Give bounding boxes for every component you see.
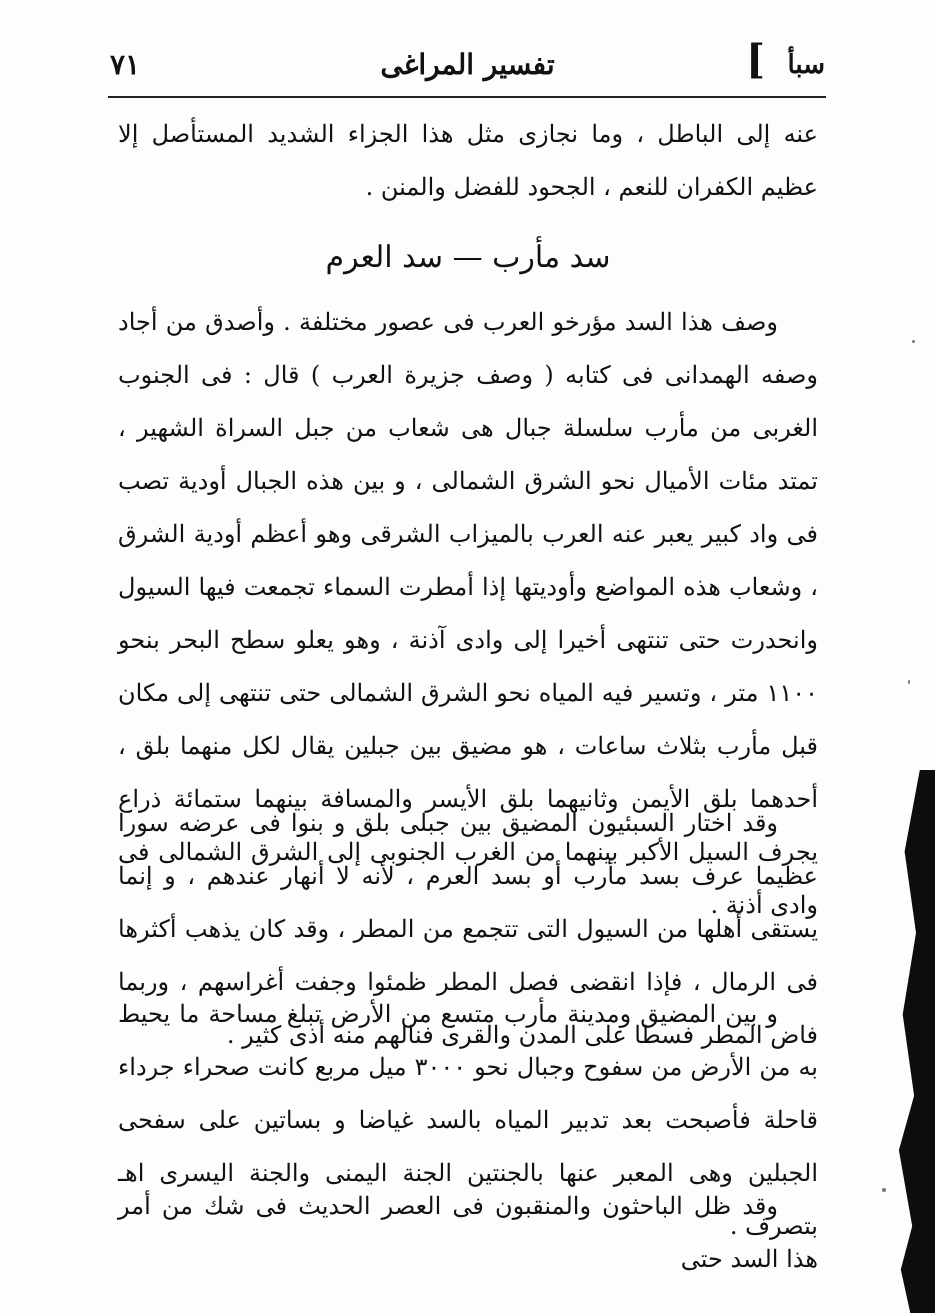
intro-paragraph-text: عنه إلى الباطل ، وما نجازى مثل هذا الجزاء الشديد المستأصل إلا عظيم الكفران للنعم ، الجحود للفضل والمنن . — [118, 120, 818, 201]
book-title: تفسير المراغى — [380, 48, 555, 81]
paragraph-4 — [118, 1180, 818, 1286]
paragraph-1-text: وصف هذا السد مؤرخو العرب فى عصور مختلفة . وأصدق من أجاد وصفه الهمدانى فى كتابه ( وصف جزيرة العرب ) قال : فى الجنوب الغربى من مأرب سلسلة جبال هى شعاب من جبل السراة الشهير ، تمتد مئات الأميال نحو الشرق الشمالى ، و بين هذه الجبال أودية تصب فى واد كبير يعبر عنه العرب بالميزاب الشرقى وهو أعظم أودية الشرق ، وشعاب هذه المواضع وأوديتها إذا أمطرت السماء تجمعت فيها السيول وانحدرت حتى تنتهى أخيرا إلى وادى آذنة ، وهو يعلو سطح البحر بنحو ١١٠٠ متر ، وتسير فيه المياه نحو الشرق الشمالى حتى تنتهى إلى مكان قبل مأرب بثلاث ساعات ، هو مضيق بين جبلين يقال لكل منهما بلق ، أحدهما بلق الأيمن وثانيهما بلق الأيسر والمسافة بينهما ستمائة ذراع يجرف السيل الأكبر بينهما من الغرب الجنوبى إلى الشرق الشمالى فى وادى أذنة . — [118, 308, 819, 919]
header-bracket: ] — [746, 36, 765, 83]
paragraph-4-text: وقد ظل الباحثون والمنقبون فى العصر الحديث فى شك من أمر هذا السد حتى — [118, 1192, 818, 1273]
intro-paragraph — [118, 108, 818, 214]
header-rule — [108, 96, 826, 98]
section-heading: سد مأرب — سد العرم — [325, 240, 611, 275]
paragraph-2-text: وقد اختار السبئيون المضيق بين جبلى بلق و بنوا فى عرضه سورا عظيما عرف بسد مأرب أو بسد العرم ، لأنه لا أنهار عندهم ، و إنما يستقى أهلها من السيول التى تتجمع من المطر ، وقد كان يذهب أكثرها فى الرمال ، فإذا انقضى فصل المطر ظمئوا وجفت أغراسهم ، وربما فاض المطر فسطا على المدن والقرى فنالهم منه أذى كثير . — [118, 809, 818, 1049]
scan-speck — [908, 680, 910, 684]
scan-speck — [912, 340, 915, 343]
torn-margin-shadow — [897, 770, 935, 1313]
page-number: ٧١ — [110, 48, 141, 81]
running-header — [110, 36, 825, 92]
sura-name: سبأ — [787, 50, 825, 80]
paragraph-3-text: و بين المضيق ومدينة مأرب متسع من الأرض تبلغ مساحة ما يحيط به من الأرض من سفوح وجبال نحو ٣٠٠٠ ميل مربع كانت صحراء جرداء قاحلة فأصبحت بعد تدبير المياه بالسد غياضا و بساتين على سفحى الجبلين وهى المعبر عنها بالجنتين الجنة اليمنى والجنة اليسرى اهـ بتصرف . — [118, 1000, 819, 1240]
scan-speck — [882, 1188, 886, 1192]
